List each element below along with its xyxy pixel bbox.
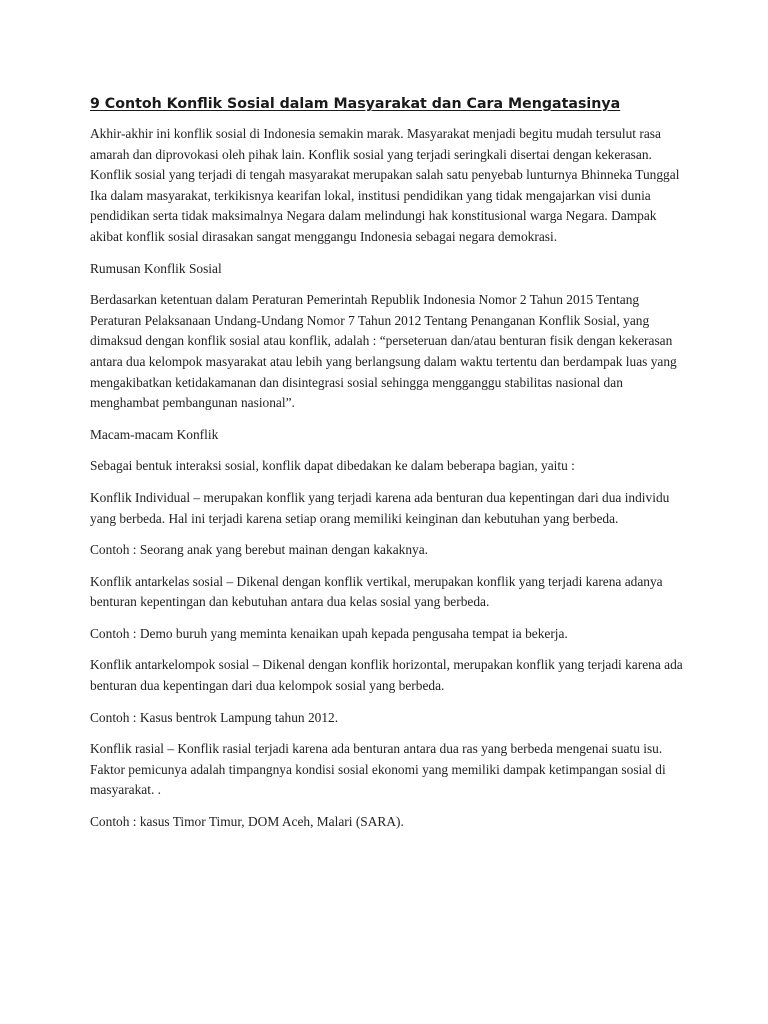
intro-paragraph: Akhir-akhir ini konflik sosial di Indonesia semakin marak. Masyarakat menjadi begitu mudah tersulut rasa amarah dan diprovokasi oleh pihak lain. Konflik sosial yang terjadi seringkali disertai dengan kekerasan. Konflik sosial yang terjadi di tengah masyarakat merupakan salah satu penyebab lunturnya Bhinneka Tunggal Ika dalam masyarakat, terkikisnya kearifan lokal, institusi pendidikan yang tidak mengajarkan visi dunia pendidikan serta tidak maksimalnya Negara dalam melindungi hak konstitusional warga Negara. Dampak akibat konflik sosial dirasakan sangat menggangu Indonesia sebagai negara demokrasi. bbox=[90, 126, 680, 244]
class-conflict-paragraph: Konflik antarkelas sosial – Dikenal dengan konflik vertikal, merupakan konflik yang terjadi karena adanya benturan kepentingan dan kebutuhan antara dua kelas sosial yang berbeda. bbox=[90, 573, 663, 610]
intro-types-paragraph: Sebagai bentuk interaksi sosial, konflik dapat dibedakan ke dalam beberapa bagian, yaitu : bbox=[90, 458, 575, 474]
document-body bbox=[90, 94, 686, 844]
example-paragraph: Contoh : kasus Timor Timur, DOM Aceh, Malari (SARA). bbox=[90, 814, 404, 830]
racial-conflict-paragraph: Konflik rasial – Konflik rasial terjadi karena ada benturan antara dua ras yang berbeda mengenai suatu isu. Faktor pemicunya adalah timpangnya kondisi sosial ekonomi yang memiliki dampak ketimpangan sosial di masyarakat. . bbox=[90, 741, 666, 798]
group-conflict-paragraph: Konflik antarkelompok sosial – Dikenal dengan konflik horizontal, merupakan konflik yang terjadi karena ada benturan dua kepentingan dari dua kelompok sosial yang berbeda. bbox=[90, 657, 683, 694]
section-heading-macam: Macam-macam Konflik bbox=[90, 426, 219, 442]
example-paragraph: Contoh : Demo buruh yang meminta kenaikan upah kepada pengusaha tempat ia bekerja. bbox=[90, 625, 568, 641]
document-title: 9 Contoh Konflik Sosial dalam Masyarakat dan Cara Mengatasinya bbox=[90, 96, 621, 112]
example-paragraph: Contoh : Kasus bentrok Lampung tahun 2012. bbox=[90, 709, 339, 725]
definition-paragraph: Berdasarkan ketentuan dalam Peraturan Pemerintah Republik Indonesia Nomor 2 Tahun 2015 Tentang Peraturan Pelaksanaan Undang-Undang Nomor 7 Tahun 2012 Tentang Penanganan Konflik Sosial, yang dimaksud dengan konflik sosial atau konflik, adalah : “perseteruan dan/atau benturan fisik dengan kekerasan antara dua kelompok masyarakat atau lebih yang berlangsung dalam waktu tertentu dan berdampak luas yang mengakibatkan ketidakamanan dan disintegrasi sosial sehingga mengganggu stabilitas nasional dan menghambat pembangunan nasional”. bbox=[90, 292, 677, 411]
section-heading-rumusan: Rumusan Konflik Sosial bbox=[90, 260, 222, 276]
individual-conflict-paragraph: Konflik Individual – merupakan konflik yang terjadi karena ada benturan dua kepentingan dari dua individu yang berbeda. Hal ini terjadi karena setiap orang memiliki keinginan dan kebutuhan yang berbeda. bbox=[90, 489, 670, 526]
example-paragraph: Contoh : Seorang anak yang berebut mainan dengan kakaknya. bbox=[90, 542, 429, 558]
